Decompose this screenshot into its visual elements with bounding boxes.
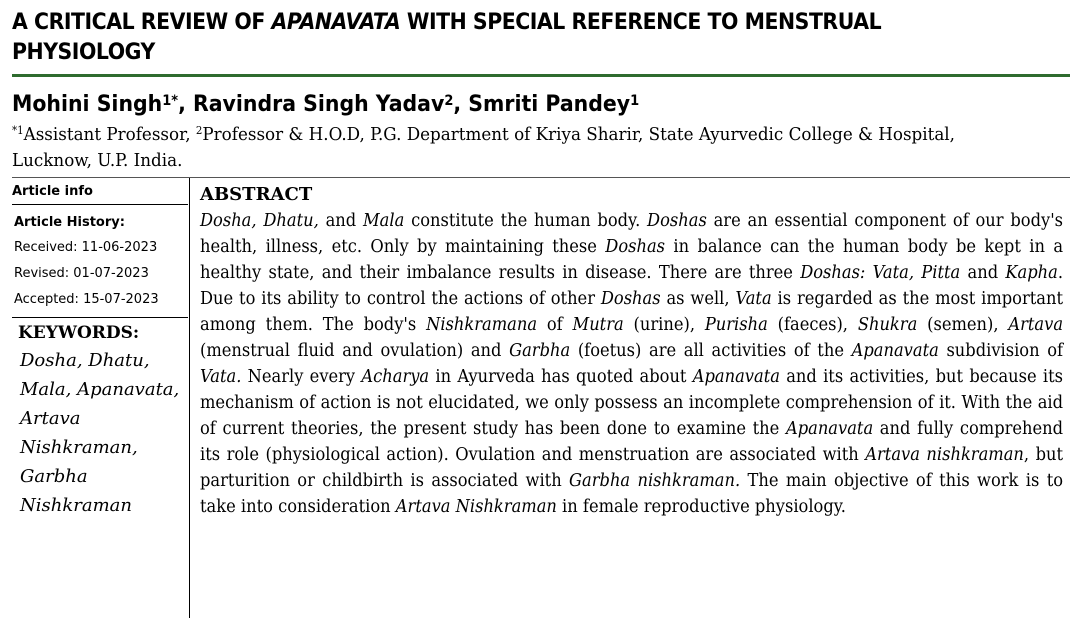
abstract-segment: in female reproductive physiology. [556, 497, 846, 517]
keyword-line: Mala, Apanavata, [20, 379, 180, 400]
abstract-segment: (foetus) are all activities of the [570, 341, 852, 361]
received-date: Received: 11-06-2023 [14, 240, 158, 255]
abstract-term: Apanavata [785, 419, 874, 439]
keyword-line: Nishkraman, [20, 437, 138, 458]
abstract-segment: (menstrual fluid and ovulation) and [200, 341, 510, 361]
abstract-term: Mala [362, 211, 405, 231]
header-divider [12, 177, 1070, 178]
abstract-heading: ABSTRACT [200, 184, 313, 205]
abstract-term: Dosha, Dhatu, [200, 211, 319, 231]
abstract-segment: in balance can the human body be kept in a healthy state, and their imbalance results in disease. There are three [200, 237, 1064, 283]
title-part-post: WITH SPECIAL REFERENCE TO MENSTRUAL PHYSIOLOGY [12, 10, 882, 65]
abstract-term: Shukra [857, 315, 918, 335]
abstract-term: Vata [735, 289, 772, 309]
keyword-line: Artava [20, 408, 81, 429]
abstract-term: Doshas [605, 237, 666, 257]
abstract-segment: The main objective of this work is to take into consideration [200, 471, 1064, 517]
keyword-line: Garbha [20, 466, 88, 487]
abstract-segment: and its activities, but because its mechanism of action is not elucidated, we only possess an incomplete comprehension of it. With the aid of current theories, the present study has been done to examine the [200, 367, 1064, 439]
abstract-segment: Nearly every [241, 367, 362, 387]
abstract-segment: in Ayurveda has quoted about [429, 367, 693, 387]
abstract-term: Doshas [600, 289, 661, 309]
abstract-term: Doshas [647, 211, 707, 231]
abstract-segment: are an essential component of our body's health, illness, etc. Only by maintaining these [200, 211, 1064, 257]
article-info-heading: Article info [12, 182, 188, 205]
author-1: Mohini Singh$^{1*}$ [12, 92, 179, 117]
keywords-heading: KEYWORDS: [18, 323, 140, 343]
keyword-line: Dosha, Dhatu, [20, 350, 150, 371]
abstract-text [200, 208, 1063, 520]
abstract-term: Artava nishkraman [865, 445, 1024, 465]
author-3: Smriti Pandey$^1$ [468, 92, 640, 117]
abstract-term: Acharya [361, 367, 430, 387]
author-affiliation: $^{*1}$Assistant Professor, $^2$Professor & H.O.D, P.G. Department of Kriya Sharir, State Ayurvedic College & Hospital, Lucknow, U.P. India. [12, 124, 955, 171]
abstract-term: Doshas: Vata, Pitta [800, 263, 961, 283]
abstract-segment: of [537, 315, 573, 335]
keywords-box [12, 317, 188, 520]
abstract-segment: and [960, 263, 1006, 283]
abstract-section [200, 182, 1063, 520]
abstract-segment: and [318, 211, 363, 231]
keyword-line: Nishkraman [20, 495, 132, 516]
article-info-sidebar [12, 182, 188, 520]
abstract-term: Kapha [1005, 263, 1058, 283]
abstract-term: Purisha [704, 315, 768, 335]
column-divider [189, 178, 190, 618]
abstract-term: Mutra [572, 315, 624, 335]
author-list: Mohini Singh$^{1*}$, Ravindra Singh Yadav$^2$, Smriti Pandey$^1$ [12, 92, 640, 117]
article-history [12, 211, 188, 313]
accepted-date: Accepted: 15-07-2023 [14, 292, 159, 307]
article-title [12, 8, 998, 68]
abstract-term: Artava Nishkraman [395, 497, 557, 517]
abstract-segment: (semen), [917, 315, 1009, 335]
abstract-segment: , but parturition or childbirth is associated with [200, 445, 1064, 491]
abstract-term: Garbha [509, 341, 571, 361]
article-history-heading: Article History: [14, 215, 125, 230]
revised-date: Revised: 01-07-2023 [14, 266, 149, 281]
keywords-list [18, 346, 188, 520]
abstract-segment: as well, [660, 289, 736, 309]
abstract-segment: (urine), [623, 315, 705, 335]
abstract-segment: (faeces), [767, 315, 858, 335]
title-part-emphasis: APANAVATA [271, 10, 401, 35]
abstract-segment: is regarded as the most important among them. The body's [200, 289, 1064, 335]
abstract-term: Garbha nishkraman. [569, 471, 741, 491]
author-2: Ravindra Singh Yadav$^2$ [193, 92, 454, 117]
abstract-term: Artava [1008, 315, 1064, 335]
title-part-pre: A CRITICAL REVIEW OF [12, 10, 272, 35]
abstract-segment: . Due to its ability to control the actions of other [200, 263, 1064, 309]
abstract-term: Apanavata [692, 367, 780, 387]
abstract-segment: and fully comprehend its role (physiological action). Ovulation and menstruation are associated with [200, 419, 1064, 465]
abstract-term: Apanavata [851, 341, 939, 361]
title-divider [12, 74, 1070, 77]
abstract-segment: constitute the human body. [404, 211, 648, 231]
abstract-term: Vata. [200, 367, 242, 387]
abstract-term: Nishkramana [426, 315, 538, 335]
abstract-segment: subdivision of [938, 341, 1064, 361]
